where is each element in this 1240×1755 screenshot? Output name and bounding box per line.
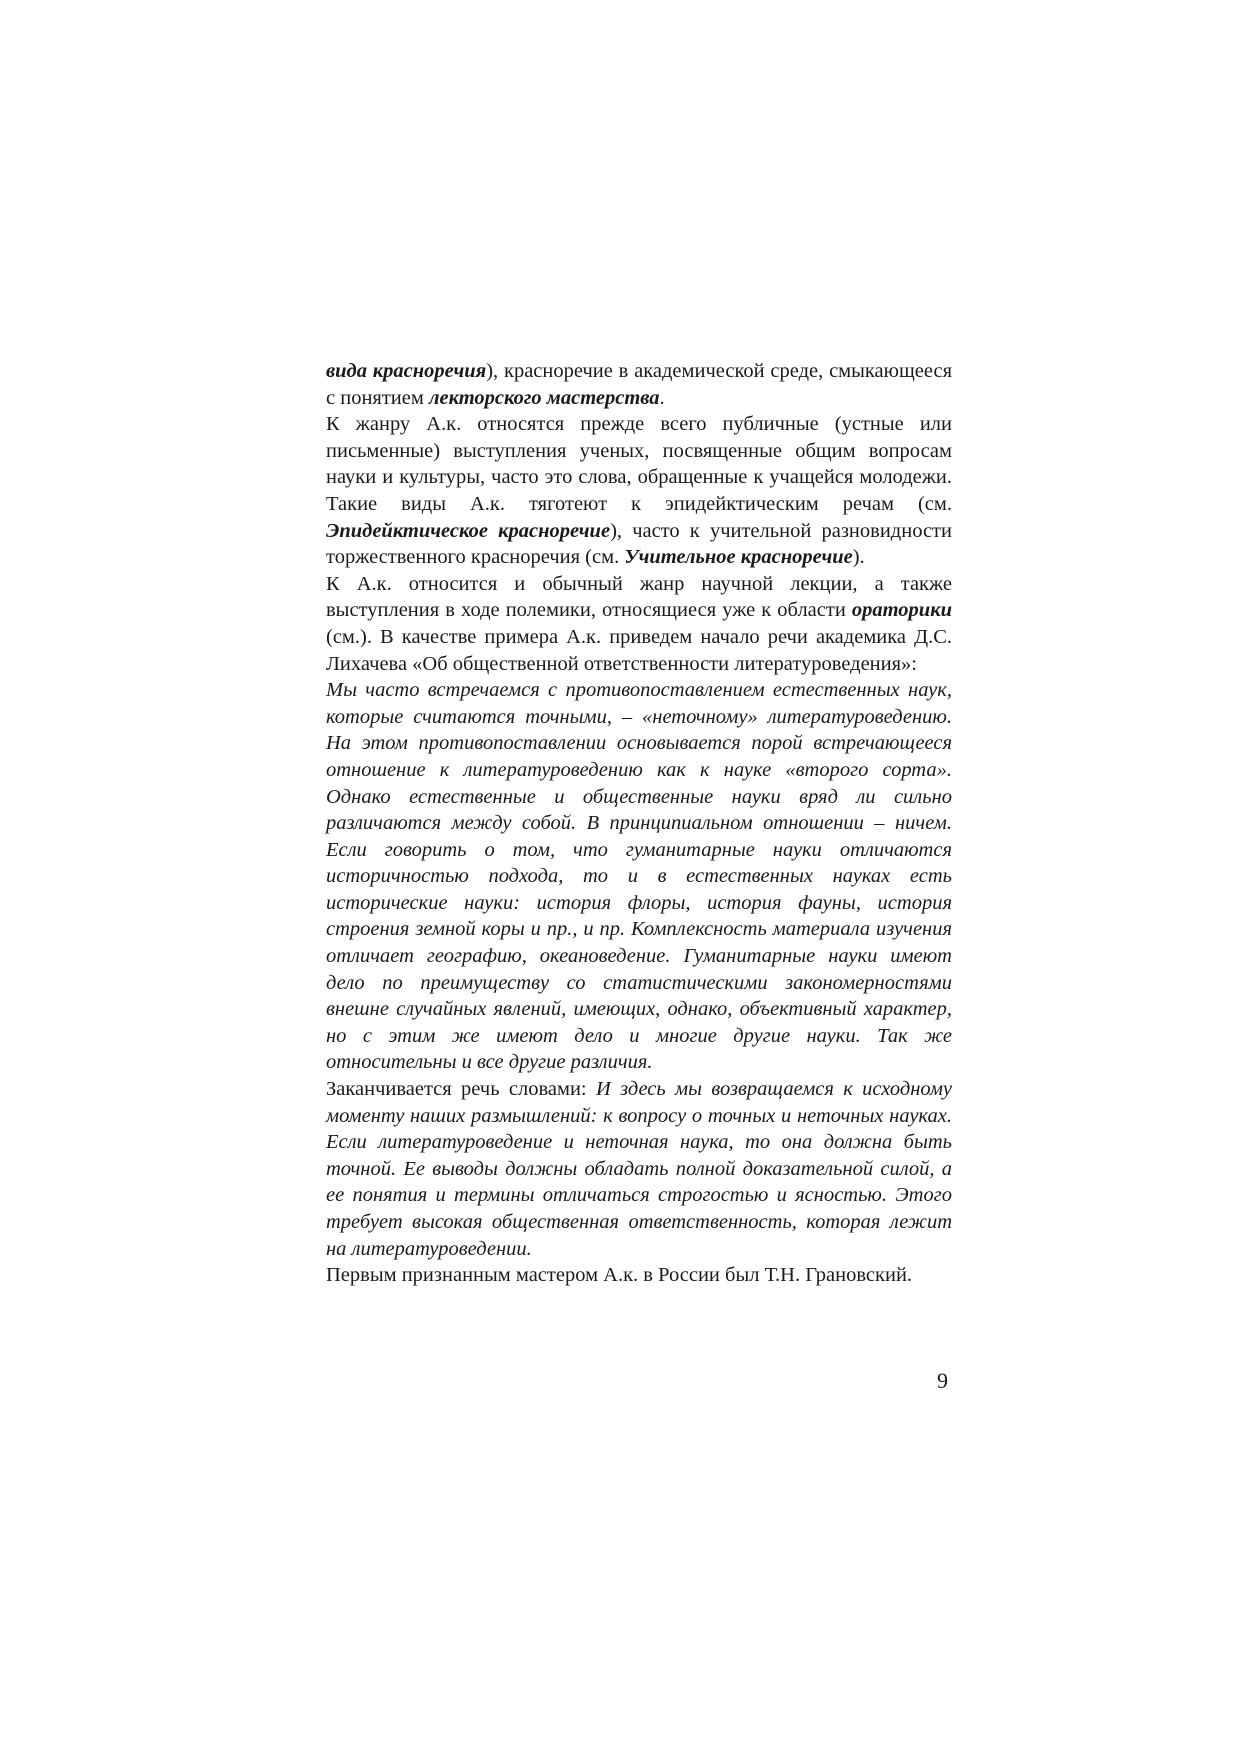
bold-italic-term: Учительное красноречие <box>624 546 853 569</box>
text-run: К А.к. относится и обычный жанр научной лекции, а также выступления в ходе полемики, относящиеся уже к области <box>326 572 952 622</box>
bold-italic-term: ораторики <box>851 599 952 622</box>
text-run: ), часто к учительной разновидности торжественного красноречия (см. <box>326 519 952 569</box>
page-number: 9 <box>937 1368 948 1393</box>
paragraph-6 <box>326 1262 952 1289</box>
text-run: ), красноречие в академической среде, смыкающееся с понятием <box>326 360 952 409</box>
paragraph-quote <box>326 677 952 1076</box>
paragraph-3 <box>326 571 952 677</box>
text-run: ). <box>852 546 865 569</box>
paragraph-5 <box>326 1076 952 1262</box>
italic-quote: Мы часто встречаемся с противопоставлением естественных наук, которые считаются точными, – «неточному» литературоведению. На этом противопоставлении основывается порой встречающееся отношение к литературоведению как к науке «второго сорта». Однако естественные и общественные науки вряд ли сильно различаются между собой. В принципиальном отношении – ничем. Если говорить о том, что гуманитарные науки отличаются историчностью подхода, то и в естественных науках есть исторические науки: история флоры, история фауны, история строения земной коры и пр., и пр. Комплексность материала изучения отличает географию, океановедение. Гуманитарные науки имеют дело по преимуществу со статистическими закономерностями внешне случайных явлений, имеющих, однако, объективный характер, но с этим же имеют дело и многие другие науки. Так же относительны и все другие различия. <box>326 679 952 1074</box>
text-run: (см.). В качестве примера А.к. приведем начало речи академика Д.С. Лихачева «Об общественной ответственности литературоведения»: <box>326 625 952 675</box>
bold-italic-term: лекторского мастерства <box>428 386 660 409</box>
italic-quote: И здесь мы возвращаемся к исходному моменту наших размышлений: к вопросу о точных и неточных науках. Если литературоведение и неточная наука, то она должна быть точной. Ее выводы должны обладать полной доказательной силой, а ее понятия и термины отличаться строгостью и ясностью. Этого требует высокая общественная ответственность, которая лежит на литературоведении. <box>326 1078 953 1260</box>
paragraph-1 <box>326 358 952 411</box>
bold-italic-term: вида красноречия <box>326 360 487 382</box>
body-text <box>326 358 952 1289</box>
text-run: Заканчивается речь словами: <box>326 1078 596 1101</box>
bold-italic-term: Эпидейктическое красноречие <box>326 519 611 542</box>
text-run: . <box>659 386 665 409</box>
paragraph-2 <box>326 411 952 571</box>
text-run: Первым признанным мастером А.к. в России был Т.Н. Грановский. <box>326 1264 913 1287</box>
text-run: К жанру А.к. относятся прежде всего публичные (устные или письменные) выступления ученых, посвященные общим вопросам науки и культуры, часто это слова, обращенные к учащейся молодежи. Такие виды А.к. тяготеют к эпидейктическим речам (см. <box>326 413 952 515</box>
